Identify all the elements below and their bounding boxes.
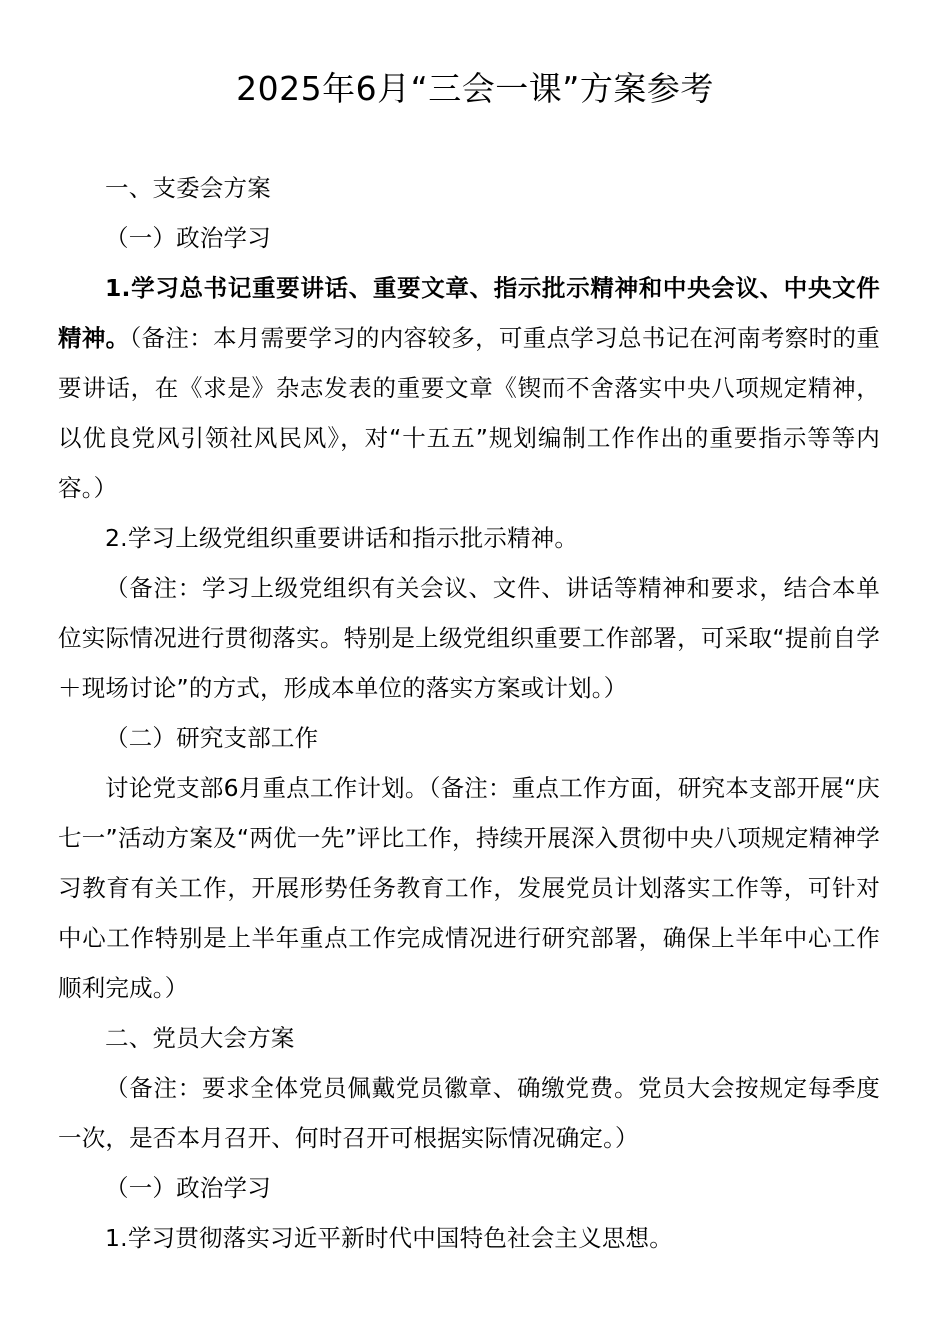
paragraph-branch-work-plan: 讨论党支部6月重点工作计划。（备注：重点工作方面，研究本支部开展“庆七一”活动方案及“两优一先”评比工作，持续开展深入贯彻中央八项规定精神学习教育有关工作，开展形势任务教育工作，发展党员计划落实工作等，可针对中心工作特别是上半年重点工作完成情况进行研究部署，确保上半年中心工作顺利完成。） — [58, 774, 880, 1002]
subsection-heading-political-study-2: （一）政治学习 — [105, 1174, 271, 1202]
study-item-1-note: （备注：本月需要学习的内容较多，可重点学习总书记在河南考察时的重要讲话，在《求是》杂志发表的重要文章《锲而不舍落实中央八项规定精神，以优良党风引领社风民风》，对“十五五”规划编制工作作出的重要指示等等内容。） — [58, 324, 880, 502]
study-item-1-bold: 1.学习总书记重要讲话、重要文章、指示批示精神和中央会议、中央文件精神。 — [58, 274, 880, 352]
document-title: 2025年6月“三会一课”方案参考 — [236, 69, 714, 108]
subsection-heading-political-study: （一）政治学习 — [105, 224, 271, 252]
paragraph-study-item-2-note: （备注：学习上级党组织有关会议、文件、讲话等精神和要求，结合本单位实际情况进行贯彻落实。特别是上级党组织重要工作部署，可采取“提前自学＋现场讨论”的方式，形成本单位的落实方案或计划。） — [58, 574, 880, 702]
paragraph-study-item-2: 2.学习上级党组织重要讲话和指示批示精神。 — [105, 524, 579, 552]
paragraph-study-item-thought: 1.学习贯彻落实习近平新时代中国特色社会主义思想。 — [105, 1224, 673, 1252]
document-body — [58, 163, 880, 1263]
paragraph-party-meeting-note: （备注：要求全体党员佩戴党员徽章、确缴党费。党员大会按规定每季度一次，是否本月召开、何时召开可根据实际情况确定。） — [58, 1074, 880, 1152]
paragraph-study-item-1 — [58, 263, 880, 513]
subsection-heading-branch-work: （二）研究支部工作 — [105, 724, 319, 752]
section-heading-1: 一、支委会方案 — [105, 174, 271, 202]
section-heading-2: 二、党员大会方案 — [105, 1024, 295, 1052]
